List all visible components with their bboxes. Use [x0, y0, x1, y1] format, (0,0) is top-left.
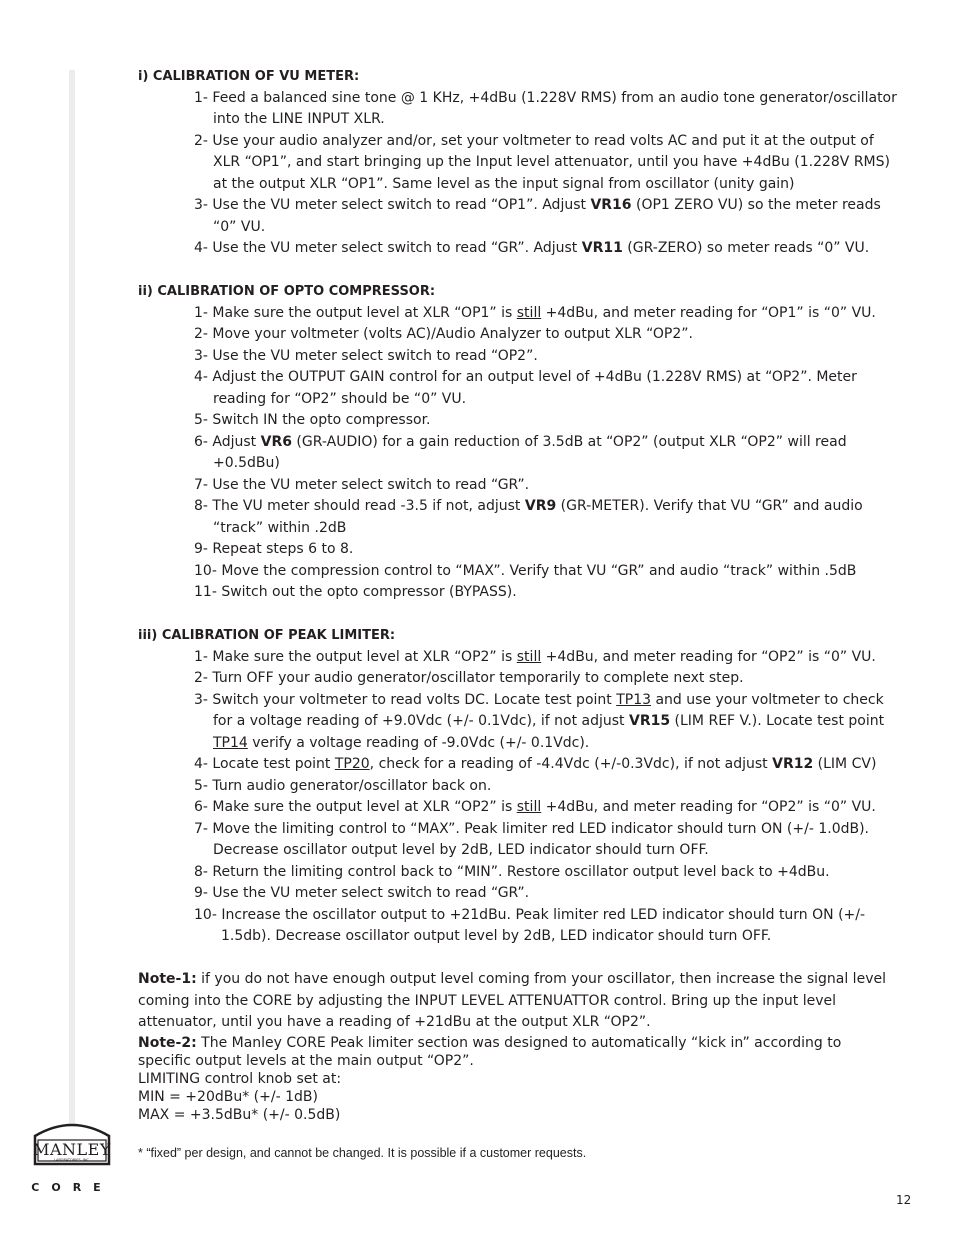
step-item — [138, 668, 898, 690]
step-item — [138, 561, 898, 583]
step-item — [138, 238, 898, 260]
limiting-line: LIMITING control knob set at: — [138, 1070, 342, 1087]
bold-ref: VR15 — [628, 713, 671, 729]
step-text: 4- Use the VU meter select switch to read “GR”. Adjust — [194, 240, 582, 256]
section-vu-meter — [138, 66, 898, 260]
section-opto-compressor — [138, 281, 898, 604]
step-item — [138, 432, 898, 475]
step-text: 10- Increase the oscillator output to +21dBu. Peak limiter red LED indicator should turn ON (+/- 1.5db). Decrease oscillator output level by 2dB, LED indicator should turn OFF. — [194, 906, 866, 944]
step-item — [138, 410, 898, 432]
step-text: 6- Make sure the output level at XLR “OP2” is — [194, 799, 517, 815]
step-item — [138, 346, 898, 368]
page-content — [138, 66, 898, 1124]
step-text: , check for a reading of -4.4Vdc (+/-0.3Vdc), if not adjust — [369, 756, 773, 772]
note-1 — [138, 969, 898, 1034]
step-text: 3- Switch your voltmeter to read volts DC. Locate test point — [194, 691, 617, 708]
manley-core-logo — [29, 1120, 115, 1196]
step-text: 4- Locate test point — [194, 756, 335, 772]
step-item — [138, 475, 898, 497]
step-text: 8- Return the limiting control back to “MIN”. Restore oscillator output level back to +4dBu. — [194, 863, 830, 880]
step-text: 4- Adjust the OUTPUT GAIN control for an output level of +4dBu (1.228V RMS) at “OP2”. Meter reading for “OP2” should be “0” VU. — [194, 369, 857, 407]
step-text: (GR-ZERO) so meter reads “0” VU. — [622, 240, 870, 256]
min-line: MIN = +20dBu* (+/- 1dB) — [138, 1088, 318, 1105]
step-text: (GR-AUDIO) for a gain reduction of 3.5dB at “OP2” (output XLR “OP2” will read +0.5dBu) — [213, 433, 847, 471]
step-text: 2- Move your voltmeter (volts AC)/Audio Analyzer to output XLR “OP2”. — [194, 326, 693, 342]
step-item — [138, 131, 898, 196]
step-item — [138, 819, 898, 862]
max-line: MAX = +3.5dBu* (+/- 0.5dB) — [138, 1106, 341, 1123]
step-item — [138, 303, 898, 325]
step-text: 2- Turn OFF your audio generator/oscillator temporarily to complete next step. — [194, 670, 744, 686]
logo-product-text: CORE — [31, 1181, 113, 1194]
section-title: iii) CALIBRATION OF PEAK LIMITER: — [138, 628, 396, 643]
step-text: 11- Switch out the opto compressor (BYPASS). — [194, 584, 517, 600]
step-item — [138, 690, 898, 755]
note-1-label: Note-1: — [138, 971, 197, 987]
step-list — [138, 88, 898, 260]
underlined-ref: still — [516, 799, 542, 815]
step-item — [138, 862, 898, 884]
underlined-ref: TP13 — [616, 691, 652, 708]
step-item — [138, 367, 898, 410]
step-item — [138, 647, 898, 669]
note-2 — [138, 1034, 898, 1070]
underlined-ref: still — [516, 648, 542, 665]
underlined-ref: still — [516, 304, 542, 321]
note-1-text: if you do not have enough output level coming from your oscillator, then increase the signal level coming into the CORE by adjusting the INPUT LEVEL ATTENUATTOR control. Bring up the input level attenuator, until you have a reading of +21dBu at the output XLR “OP2”. — [138, 971, 886, 1030]
step-text: 3- Use the VU meter select switch to read “OP2”. — [194, 347, 538, 364]
section-peak-limiter — [138, 625, 898, 948]
step-text: (OP1 ZERO VU) so the meter reads “0” VU. — [213, 197, 881, 235]
step-text: 9- Repeat steps 6 to 8. — [194, 541, 354, 557]
step-text: 6- Adjust — [194, 433, 261, 450]
step-text: +4dBu, and meter reading for “OP2” is “0” VU. — [541, 648, 876, 665]
step-text: (LIM CV) — [813, 756, 877, 772]
step-list — [138, 303, 898, 604]
logo-sub-text: LABORATORIES, INC. — [53, 1158, 91, 1162]
bold-ref: VR11 — [581, 240, 623, 256]
step-item — [138, 496, 898, 539]
step-text: 8- The VU meter should read -3.5 if not, adjust — [194, 498, 525, 514]
logo-brand-text: MANLEY — [33, 1140, 111, 1159]
footnote: * “fixed” per design, and cannot be changed. It is possible if a customer requests. — [138, 1146, 587, 1160]
step-text: 5- Turn audio generator/oscillator back on. — [194, 777, 492, 794]
step-item — [138, 754, 898, 776]
step-item — [138, 776, 898, 798]
underlined-ref: TP20 — [334, 756, 370, 772]
step-text: and use your voltmeter to check for a voltage reading of +9.0Vdc (+/- 0.1Vdc), if not adjust — [213, 691, 884, 729]
step-item — [138, 324, 898, 346]
step-item — [138, 905, 898, 948]
step-text: 10- Move the compression control to “MAX”. Verify that VU “GR” and audio “track” within .5dB — [194, 562, 857, 579]
step-text: 1- Feed a balanced sine tone @ 1 KHz, +4dBu (1.228V RMS) from an audio tone generator/oscillator into the LINE INPUT XLR. — [194, 89, 897, 127]
section-title: ii) CALIBRATION OF OPTO COMPRESSOR: — [138, 284, 436, 299]
step-text: 9- Use the VU meter select switch to read “GR”. — [194, 885, 530, 901]
bold-ref: VR16 — [590, 197, 632, 213]
step-text: 2- Use your audio analyzer and/or, set your voltmeter to read volts AC and put it at the output of XLR “OP1”, and start bringing up the Input level attenuator, until you have +4dBu (1.228V RMS) at the output XLR “OP1”. Same level as the input signal from oscillator (unity gain) — [194, 132, 890, 192]
step-item — [138, 582, 898, 604]
step-item — [138, 88, 898, 131]
note-2-text: The Manley CORE Peak limiter section was designed to automatically “kick in” according to specific output levels at the main output “OP2”. — [138, 1034, 842, 1069]
step-text: +4dBu, and meter reading for “OP2” is “0” VU. — [541, 799, 876, 815]
bold-ref: VR12 — [772, 756, 814, 772]
step-list — [138, 647, 898, 948]
note-2-label: Note-2: — [138, 1034, 197, 1051]
step-text: 7- Use the VU meter select switch to read “GR”. — [194, 476, 530, 493]
step-text: 7- Move the limiting control to “MAX”. Peak limiter red LED indicator should turn ON (+/- 1.0dB). Decrease oscillator output level by 2dB, LED indicator should turn OFF. — [194, 820, 870, 858]
page-number: 12 — [896, 1193, 912, 1207]
section-title: i) CALIBRATION OF VU METER: — [138, 69, 360, 84]
step-text: 3- Use the VU meter select switch to read “OP1”. Adjust — [194, 197, 591, 213]
step-text: (GR-METER). Verify that VU “GR” and audio “track” within .2dB — [213, 498, 863, 536]
step-item — [138, 195, 898, 238]
bold-ref: VR9 — [524, 498, 557, 514]
notes-block — [138, 969, 898, 1124]
step-text: 5- Switch IN the opto compressor. — [194, 412, 431, 428]
step-text: 1- Make sure the output level at XLR “OP1” is — [194, 304, 517, 321]
step-item — [138, 797, 898, 819]
step-text: verify a voltage reading of -9.0Vdc (+/- 0.1Vdc). — [247, 734, 590, 751]
step-item — [138, 883, 898, 905]
left-margin-bar — [69, 70, 75, 1130]
underlined-ref: TP14 — [213, 734, 248, 751]
step-text: 1- Make sure the output level at XLR “OP2” is — [194, 648, 517, 665]
bold-ref: VR6 — [260, 433, 292, 450]
step-item — [138, 539, 898, 561]
step-text: +4dBu, and meter reading for “OP1” is “0” VU. — [541, 304, 876, 321]
step-text: (LIM REF V.). Locate test point — [670, 713, 885, 729]
